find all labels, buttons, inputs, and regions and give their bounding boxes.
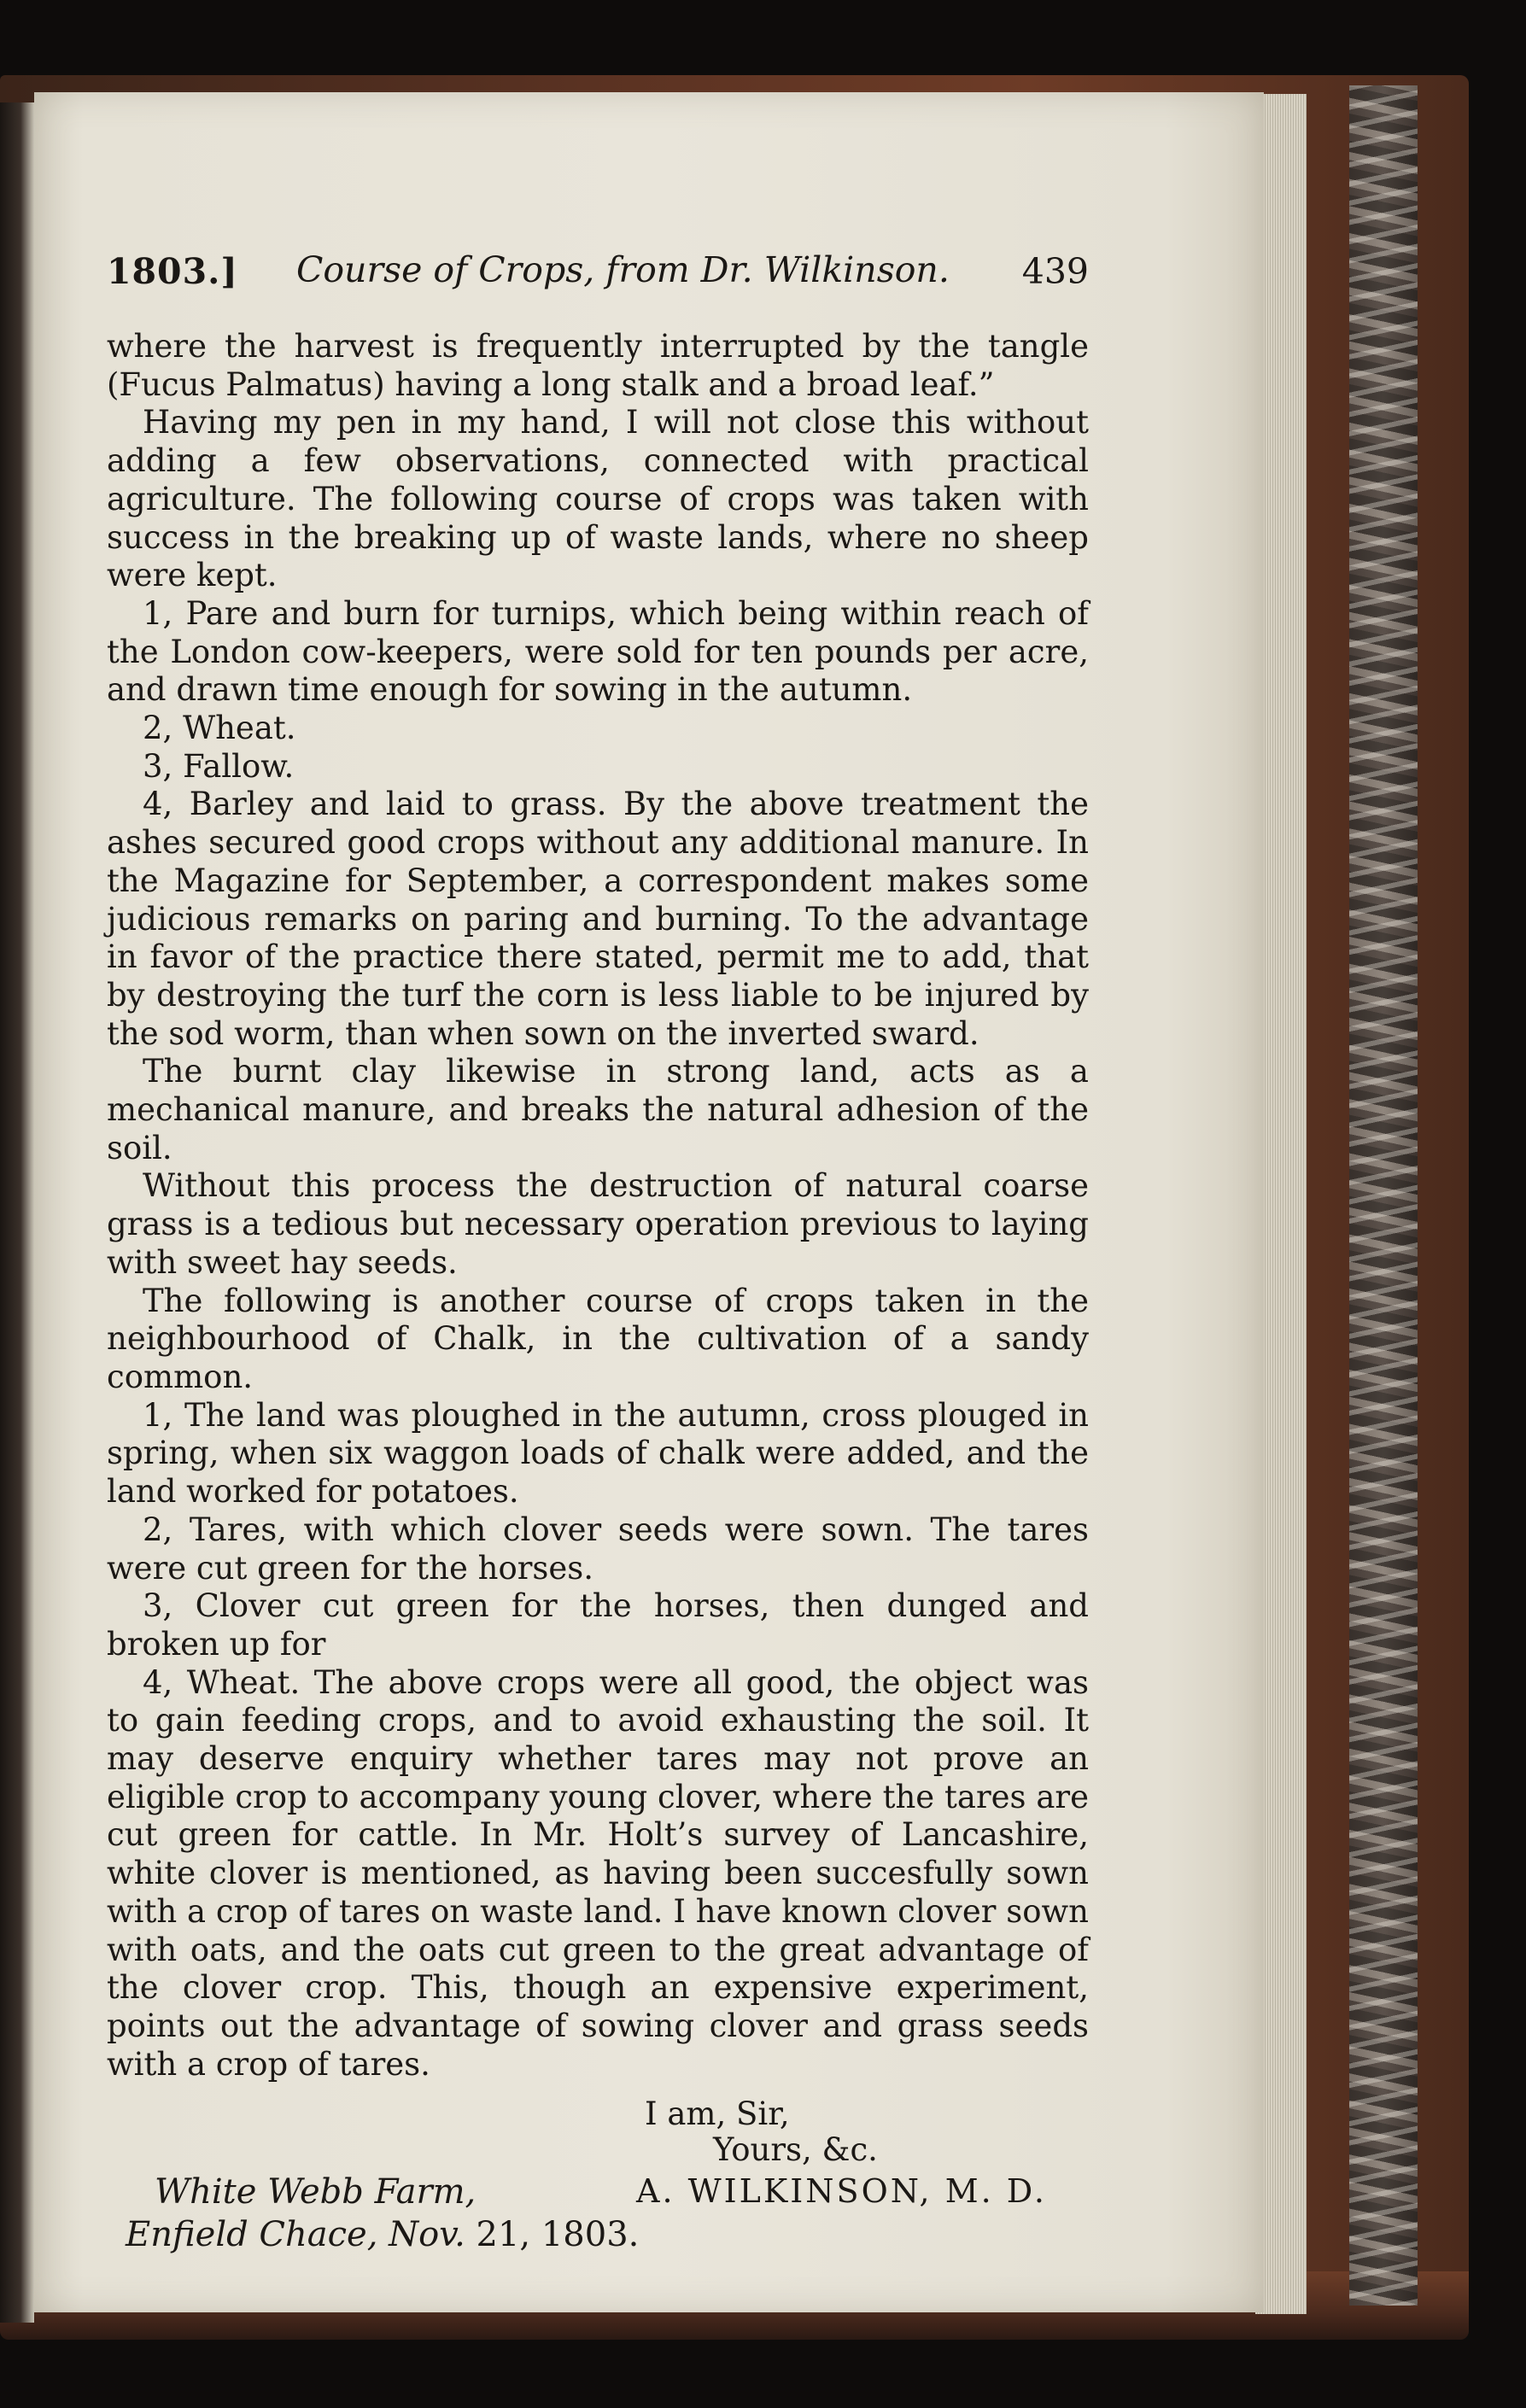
paragraph: 1, Pare and burn for turnips, which being within reach of the London cow-keepers, were sold for ten pounds per acre, and drawn time enough for sowing in the autumn. [107, 594, 1089, 709]
signature: A. WILKINSON, M. D. [636, 2172, 1047, 2210]
paragraph: 1, The land was ploughed in the autumn, cross plouged in spring, when six waggon loads of chalk were added, and the land worked for potatoes. [107, 1396, 1089, 1511]
paragraph: The burnt clay likewise in strong land, acts as a mechanical manure, and breaks the natural adhesion of the soil. [107, 1053, 1089, 1166]
article-body [107, 328, 1089, 2084]
paragraph: 3, Fallow. [143, 747, 295, 785]
paragraph: The following is another course of crops taken in the neighbourhood of Chalk, in the cultivation of a sandy common. [107, 1282, 1089, 1395]
book-gutter [0, 102, 34, 2323]
closing-place: White Webb Farm, [155, 2172, 477, 2212]
page-number: 439 [1021, 251, 1089, 292]
paragraph: 4, Barley and laid to grass. By the above treatment the ashes secured good crops without any additional manure. In the Magazine for September, a correspondent makes some judicious remarks on paring and burning. To the advantage in favor of the practice there stated, permit me to add, that by destroying the turf the corn is less liable to be injured by the sod worm, than when sown on the inverted sward. [107, 786, 1089, 1052]
marbled-endpaper [1349, 85, 1418, 2306]
paragraph: where the harvest is frequently interrupted by the tangle (Fucus Palmatus) having a long stalk and a broad leaf.” [107, 328, 1089, 403]
closing-date [126, 2215, 639, 2254]
paragraph: 2, Tares, with which clover seeds were sown. The tares were cut green for the horses. [107, 1511, 1089, 1587]
paragraph: 4, Wheat. The above crops were all good, the object was to gain feeding crops, and to avoid exhausting the soil. It may deserve enquiry whether tares may not prove an eligible crop to accompany young clover, where the tares are cut green for cattle. In Mr. Holt’s survey of Lancashire, white clover is mentioned, as having been succesfully sown with a crop of tares on waste land. I have known clover sown with oats, and the oats cut green to the great advantage of the clover crop. This, though an expensive experiment, points out the advantage of sowing clover and grass seeds with a crop of tares. [107, 1663, 1089, 2083]
closing-yours: Yours, &c. [713, 2131, 878, 2168]
closing-salutation: I am, Sir, [645, 2095, 790, 2132]
header-title: Course of Crops, from Dr. Wilkinson. [296, 249, 950, 290]
paragraph: 3, Clover cut green for the horses, then dunged and broken up for [107, 1587, 1089, 1663]
header-year: 1803.] [107, 251, 238, 292]
paragraph: Without this process the destruction of natural coarse grass is a tedious but necessary operation previous to laying with sweet hay seeds. [107, 1167, 1089, 1281]
paragraph: 2, Wheat. [143, 710, 296, 747]
closing-date-place: Enfield Chace, Nov. [126, 2215, 465, 2254]
closing-date-rest: 21, 1803. [476, 2215, 640, 2254]
running-header [107, 244, 1089, 304]
paragraph: Having my pen in my hand, I will not close this without adding a few observations, connected with practical agriculture. The following course of crops was taken with success in the breaking up of waste lands, where no sheep were kept. [107, 404, 1089, 594]
